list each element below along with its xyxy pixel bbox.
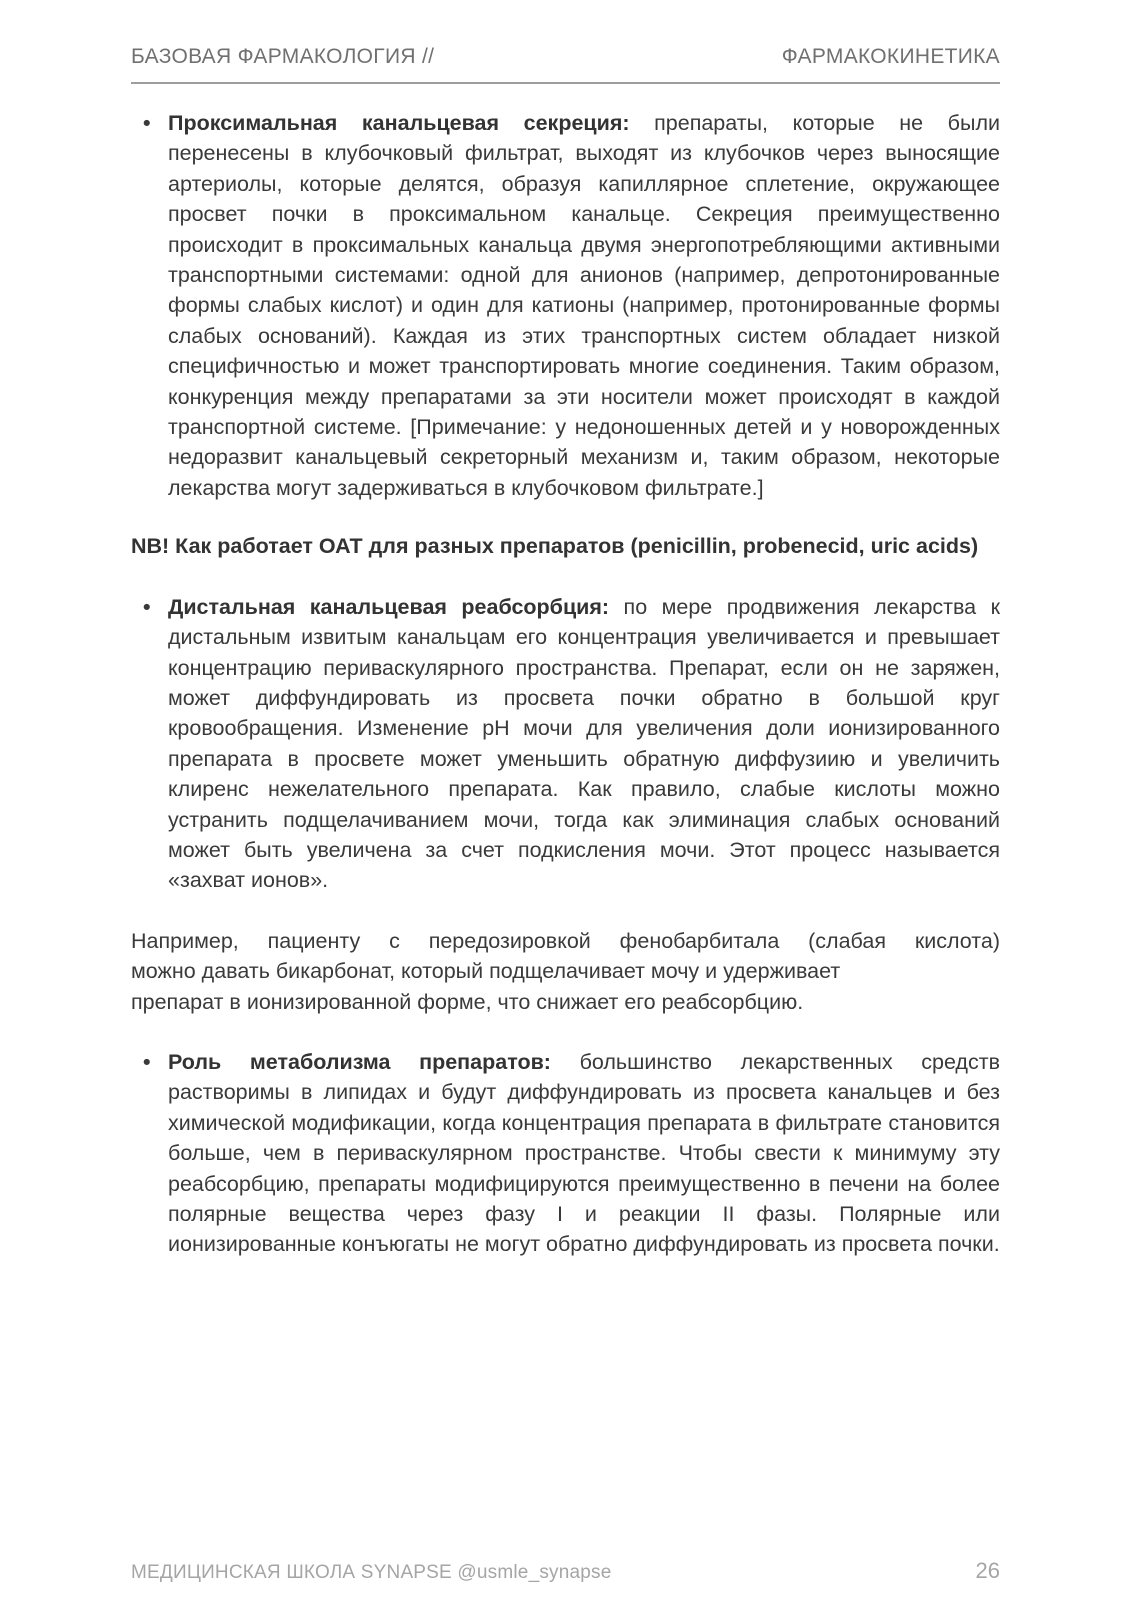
bullet-dot: • — [143, 594, 151, 619]
spacer — [131, 1017, 1000, 1047]
bullet-text: препараты, которые не были перенесены в клубочковый фильтрат, выходят из клубочков через выносящие артериолы, которые делятся, образуя капиллярное сплетение, окружающее просвет почки в проксимальном канальце. Секреция преимущественно происходит в проксимальных канальца двумя энергопотребляющими активными транспортными системами: одной для анионов (например, депротонированные формы слабых кислот) и один для катионы (например, протонированные формы слабых оснований). Каждая из этих транспортных систем обладает низкой специфичностью и может транспортировать многие соединения. Таким образом, конкуренция между препаратами за эти носители может происходят в каждой транспортной системе. [Примечание: у недоношенных детей и у новорожденных недоразвит канальцевый секреторный механизм и, таким образом, некоторые лекарства могут задерживаться в клубочковом фильтрате.] — [168, 111, 1000, 500]
bullet-term: Проксимальная канальцевая секреция: — [168, 111, 630, 135]
bullet-drug-metabolism — [131, 1047, 1000, 1260]
bullet-text: по мере продвижения лекарства к дистальным извитым канальцам его концентрация увеличивается и превышает концентрацию периваскулярного пространства. Препарат, если он не заряжен, может диффундировать из просвета почки обратно в большой круг кровообращения. Изменение pH мочи для увеличения доли ионизированного препарата в просвете может уменьшить обратную диффузиию и увеличить клиренс нежелательного препарата. Как правило, слабые кислоты можно устранить подщелачиванием мочи, тогда как элиминация слабых оснований может быть увеличена за счет подкисления мочи. Этот процесс называется «захват ионов». — [168, 594, 1000, 893]
footer-school-name: МЕДИЦИНСКАЯ ШКОЛА SYNAPSE @usmle_synapse — [131, 1562, 612, 1583]
bullet-dot: • — [143, 111, 151, 135]
bullet-dot: • — [143, 1049, 151, 1074]
bullet-proximal-secretion — [131, 108, 1000, 503]
header-book-title: БАЗОВАЯ ФАРМАКОЛОГИЯ // — [131, 45, 435, 68]
page-number: 26 — [975, 1558, 1000, 1583]
page-footer — [131, 1558, 1000, 1584]
spacer — [131, 896, 1000, 926]
example-line-2: можно давать бикарбонат, который подщелачивает мочу и удерживает — [131, 959, 841, 984]
example-line-3: препарат в ионизированной форме, что снижает его реабсорбцию. — [131, 989, 804, 1014]
bullet-distal-reabsorption — [131, 592, 1000, 896]
bullet-list-1 — [131, 108, 1000, 503]
example-line-1: Например, пациенту с передозировкой фенобарбитала (слабая кислота) — [131, 928, 1000, 953]
bullet-term: Дистальная канальцевая реабсорбция: — [168, 594, 610, 619]
spacer — [131, 562, 1000, 592]
example-paragraph — [131, 926, 1000, 1017]
nb-note: NB! Как работает ОАТ для разных препаратов (penicillin, probenecid, uric acids) — [131, 534, 979, 559]
page-header — [131, 40, 1000, 84]
header-chapter-title: ФАРМАКОКИНЕТИКА — [781, 45, 1000, 68]
bullet-list-2 — [131, 592, 1000, 896]
page-content — [131, 108, 1000, 1260]
bullet-text: большинство лекарственных средств растворимы в липидах и будут диффундировать из просвета канальцев и без химической модификации, когда концентрация препарата в фильтрате становится больше, чем в периваскулярном пространстве. Чтобы свести к минимуму эту реабсорбцию, препараты модифицируются преимущественно в печени на более полярные вещества через фазу I и реакции II фазы. Полярные или ионизированные конъюгаты не могут обратно диффундировать из просвета почки. — [168, 1049, 1000, 1257]
bullet-list-3 — [131, 1047, 1000, 1260]
bullet-term: Роль метаболизма препаратов: — [168, 1049, 551, 1074]
